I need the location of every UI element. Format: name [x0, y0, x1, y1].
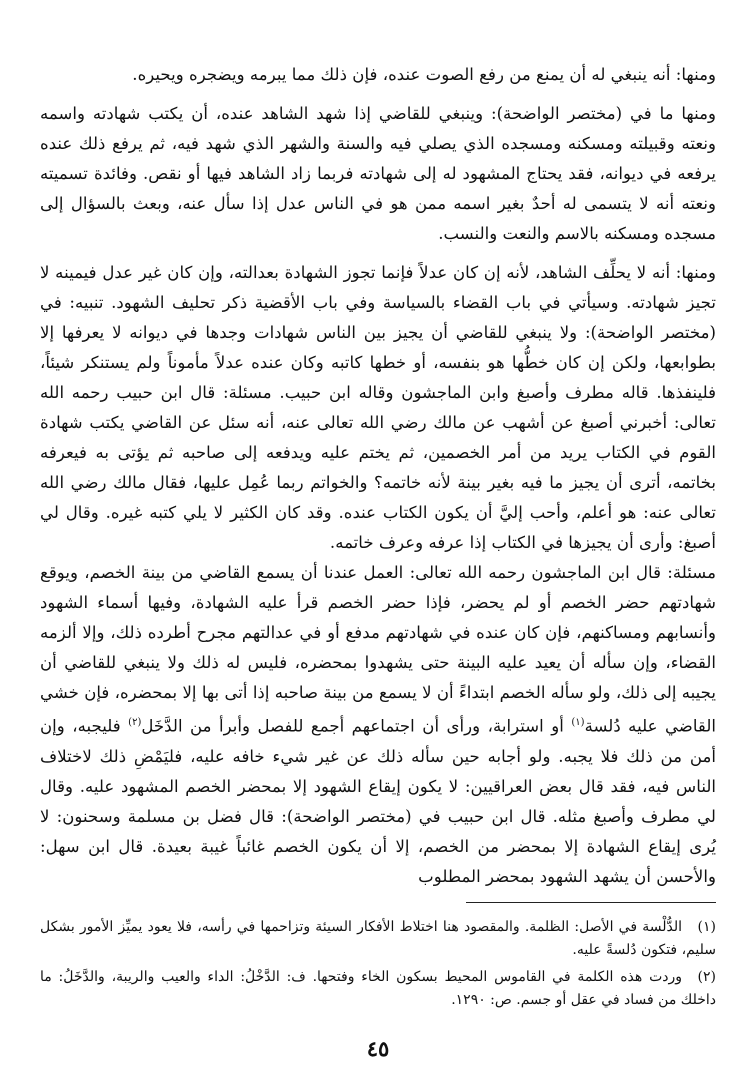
paragraph-4-text: مسئلة: قال ابن الماجشون رحمه الله تعالى: العمل عندنا أن يسمع القاضي من بينة الخصم، ويوقع شهادتهم حضر الخصم أو لم يحضر، فإذا حضر الخصم قرأ عليه الشهادة، وفيها أسماء الشهود وأنسابهم ومساكنهم، فإن كان عنده في شهادتهم مدفع أو في عدالتهم مجرح أطرده ذلك، وإلا ألزمه القضاء، وإن سأله أن يعيد عليه البينة حتى يشهدوا بمحضره، فليس له ذلك ولا ينبغي للقاضي أن يجيبه إلى ذلك، ولو سأله الخصم ابتداءً أن لا يسمع من بينة صاحبه إذا أتى بها إلا بمحضره، فإن خشي القاضي عليه دُلسة [40, 563, 716, 736]
paragraph-4 [40, 558, 716, 892]
paragraph-3: ومنها: أنه لا يحلِّف الشاهد، لأنه إن كان عدلاً فإنما تجوز الشهادة بعدالته، وإن كان غير عدل فيمينه لا تجيز شهادته. وسيأتي في باب القضاء بالسياسة وفي باب الأقضية ذكر تحليف الشهود. تنبيه: في (مختصر الواضحة): ولا ينبغي للقاضي أن يجيز بين الناس شهادات وجدها في ديوانه لا يعرفها إلا بطوابعها، ولكن إن كان خطُّها هو بنفسه، أو خطها كاتبه وكان عنده عدلاً مأموناً ولم يستنكر شيئاً، فلينفذها. قاله مطرف وأصبغ وابن الماجشون وقاله ابن حبيب. مسئلة: قال ابن حبيب رحمه الله تعالى: أخبرني أصبغ عن أشهب عن مالك رضي الله تعالى عنه، أنه سئل عن القاضي يكتب شهادة القوم في الكتاب يريد من أمر الخصمين، ثم يختم عليه ويدفعه إلى صاحبه ثم يؤتى به فيعرفه بخاتمه، أترى أن يجيز ما فيه بغير بينة لأنه خاتمه؟ والخواتم ربما عُمِل عليها، فقال مالك رضي الله تعالى عنه: هو أعلم، وأحب إليَّ أن يكون الكتاب عنده. وقد كان الكثير لا يلي كتبه غيره. وقال لي أصبغ: وأرى أن يجيزها في الكتاب إذا عرفه وعرف خاتمه. [40, 263, 716, 552]
footnote-text: الدُّلْسة في الأصل: الظلمة. والمقصود هنا اختلاط الأفكار السيئة وتزاحمها في رأسه، فلا يعود يميِّز الأمور بشكل سليم، فتكون دُلسةً عليه. [40, 919, 716, 958]
footnote-text: وردت هذه الكلمة في القاموس المحيط بسكون الخاء وفتحها. ف: الدَّخْلُ: الداء والعيب والريبة، والدَّخَلُ: ما داخلك من فساد في عقل أو جسم. ص: ١٢٩٠. [40, 969, 716, 1008]
main-text [40, 60, 716, 892]
footnote-ref-1: (١) [571, 717, 585, 728]
footnote-1 [40, 916, 716, 962]
footnote-ref-2: (٢) [128, 717, 142, 728]
footnote-number: (١) [697, 919, 716, 935]
footnote-separator [466, 902, 716, 903]
paragraph-4-text-c: فليجبه، وإن أمن من ذلك فلا يجبه. ولو أجابه حين سأله ذلك عن غير شيء خافه عليه، فليَمْضِ ذلك لاختلاف الناس فيه، فقد قال بعض العراقيين: لا يكون إيقاع الشهود إلا بمحضر الخصم المشهود عليه. وقال لي مطرف وأصبغ مثله. قال ابن حبيب في (مختصر الواضحة): قال فضل بن مسلمة وسحنون: لا يُرى إيقاع الشهادة إلا بمحضر من الخصم، إلا أن يكون الخصم غائباً غيبة بعيدة. قال ابن سهل: والأحسن أن يشهد الشهود بمحضر المطلوب [40, 716, 716, 886]
footnote-number: (٢) [697, 969, 716, 985]
page-number: ٤٥ [366, 1036, 390, 1061]
paragraph-1: ومنها: أنه ينبغي له أن يمنع من رفع الصوت عنده، فإن ذلك مما يبرمه ويضجره ويحيره. [132, 65, 716, 84]
paragraph-2: ومنها ما في (مختصر الواضحة): وينبغي للقاضي إذا شهد الشاهد عنده، أن يكتب شهادته واسمه ونعته وقبيلته ومسكنه ومسجده الذي يصلي فيه والسنة والشهر الذي شهد فيه، ثم يرفع ذلك عنده يرفعه في ديوانه، فقد يحتاج المشهود له إلى شهادته فربما زاد الشاهد فيها أو نقص. وفائدة تسميته ونعته أنه لا يتسمى له أحدٌ بغير اسمه ممن هو في الناس عدل إذا سأل عنه، وبعث بالسؤال إلى مسجده ومسكنه بالاسم والنعت والنسب. [40, 104, 716, 243]
paragraph-4-text-b: أو استرابة، ورأى أن اجتماعهم أجمع للفصل وأبرأ من الدَّخَل [141, 716, 572, 736]
footnote-2 [40, 966, 716, 1012]
